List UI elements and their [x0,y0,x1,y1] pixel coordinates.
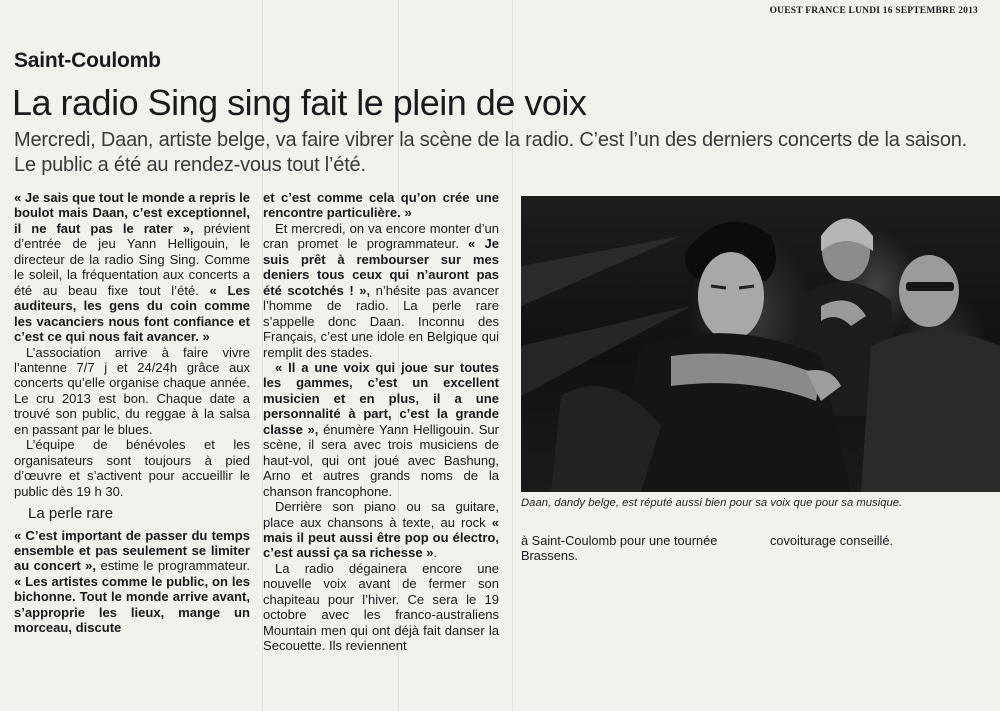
paragraph [263,360,499,499]
masthead: OUEST FRANCE LUNDI 16 SEPTEMBRE 2013 [769,6,978,16]
quote: « Je suis prêt à rembourser sur mes deniers tous ceux qui n’auront pas été scotchés ! », [263,236,499,298]
continued-text: covoiturage conseillé. [770,533,894,548]
paragraph [263,221,499,360]
paragraph [263,190,499,221]
paragraph: L’équipe de bénévoles et les organisateurs sont toujours à pied d’œuvre et s’activent pour accueillir le public dès 19 h 30. [14,437,250,499]
text: Derrière son piano ou sa guitare, place aux chansons à texte, au rock [263,499,499,530]
subheading: La perle rare [28,505,114,523]
photo-caption: Daan, dandy belge, est réputé aussi bien pour sa voix que pour sa musique. [521,497,903,509]
daan-face [698,252,764,340]
light-ray [521,236,681,306]
article-column-2 [263,190,499,654]
paragraph [14,190,250,345]
paragraph [14,528,250,636]
standfirst-line-2: Le public a été au rendez-vous tout l’été. [14,154,366,176]
article-column-1 [14,190,250,636]
concert-photo [521,196,1000,492]
text: estime le programmateur. [96,558,250,574]
kicker: Saint-Coulomb [14,49,161,72]
text: . [433,545,438,561]
text: Et mercredi, on va encore monter d’un cran promet le programmateur. [263,220,499,252]
paragraph [263,499,499,561]
text: énumère Yann Helligouin. Sur scène, il sera avec trois musiciens de haut-vol, qui ont joué avec Bashung, Arno et autres grands noms de la chanson francophone. [263,421,499,499]
quote: « Il a une voix qui joue sur toutes les gammes, c’est un excellent musicien et en plus, il a une personnalité à part, c’est la grande classe », [263,359,499,437]
photo-illustration [521,196,1000,492]
standfirst-line-1: Mercredi, Daan, artiste belge, va faire vibrer la scène de la radio. C’est l’un des derniers concerts de la saison. [14,129,968,151]
quote: « mais il peut aussi être pop ou électro, c’est aussi ça sa richesse » [263,514,499,561]
glasses-icon [906,282,954,291]
musician-jacket [861,331,1000,492]
text: n’hésite pas avancer l’homme de radio. La perle rare s’appelle donc Daan. Inconnu des Français, c’est une idole en Belgique qui remplit des stades. [263,282,499,360]
headline: La radio Sing sing fait le plein de voix [12,82,587,123]
quote: « C’est important de passer du temps ensemble et pas seulement se limiter au concert », [14,527,250,574]
paragraph: L’association arrive à faire vivre l’antenne 7/7 j et 24/24h grâce aux concerts qu’elle organise chaque année. Le cru 2013 est bon. Chaque date a trouvé son public, du reggae à la salsa en passant par le blues. [14,344,250,437]
quote: « Les auditeurs, les gens du coin comme les vacanciers nous font confiance et c’est ce qui nous fait avancer. » [14,282,250,345]
quote: « Les artistes comme le public, on les bichonne. Tout le monde arrive avant, s’approprie les lieux, mange un morceau, discute [14,573,250,636]
text: prévient d’entrée de jeu Yann Helligouin, le directeur de la radio Sing Sing. Comme le soleil, la fréquentation aux concerts a été au beau fixe tout l’été. [14,220,250,298]
continued-text: à Saint-Coulomb pour une tournée Brassens. [521,533,718,564]
paragraph: La radio dégainera encore une nouvelle voix avant de fermer son chapiteau pour l’hiver. Ce sera le 19 octobre avec les franco-australiens Mountain men qui ont déjà fait danser la Secouette. Ils reviennent [263,560,499,654]
quote: « Je sais que tout le monde a repris le boulot mais Daan, c’est exceptionnel, il ne faut pas le rater », [14,190,250,236]
quote: et c’est comme cela qu’on crée une rencontre particulière. » [263,190,499,221]
